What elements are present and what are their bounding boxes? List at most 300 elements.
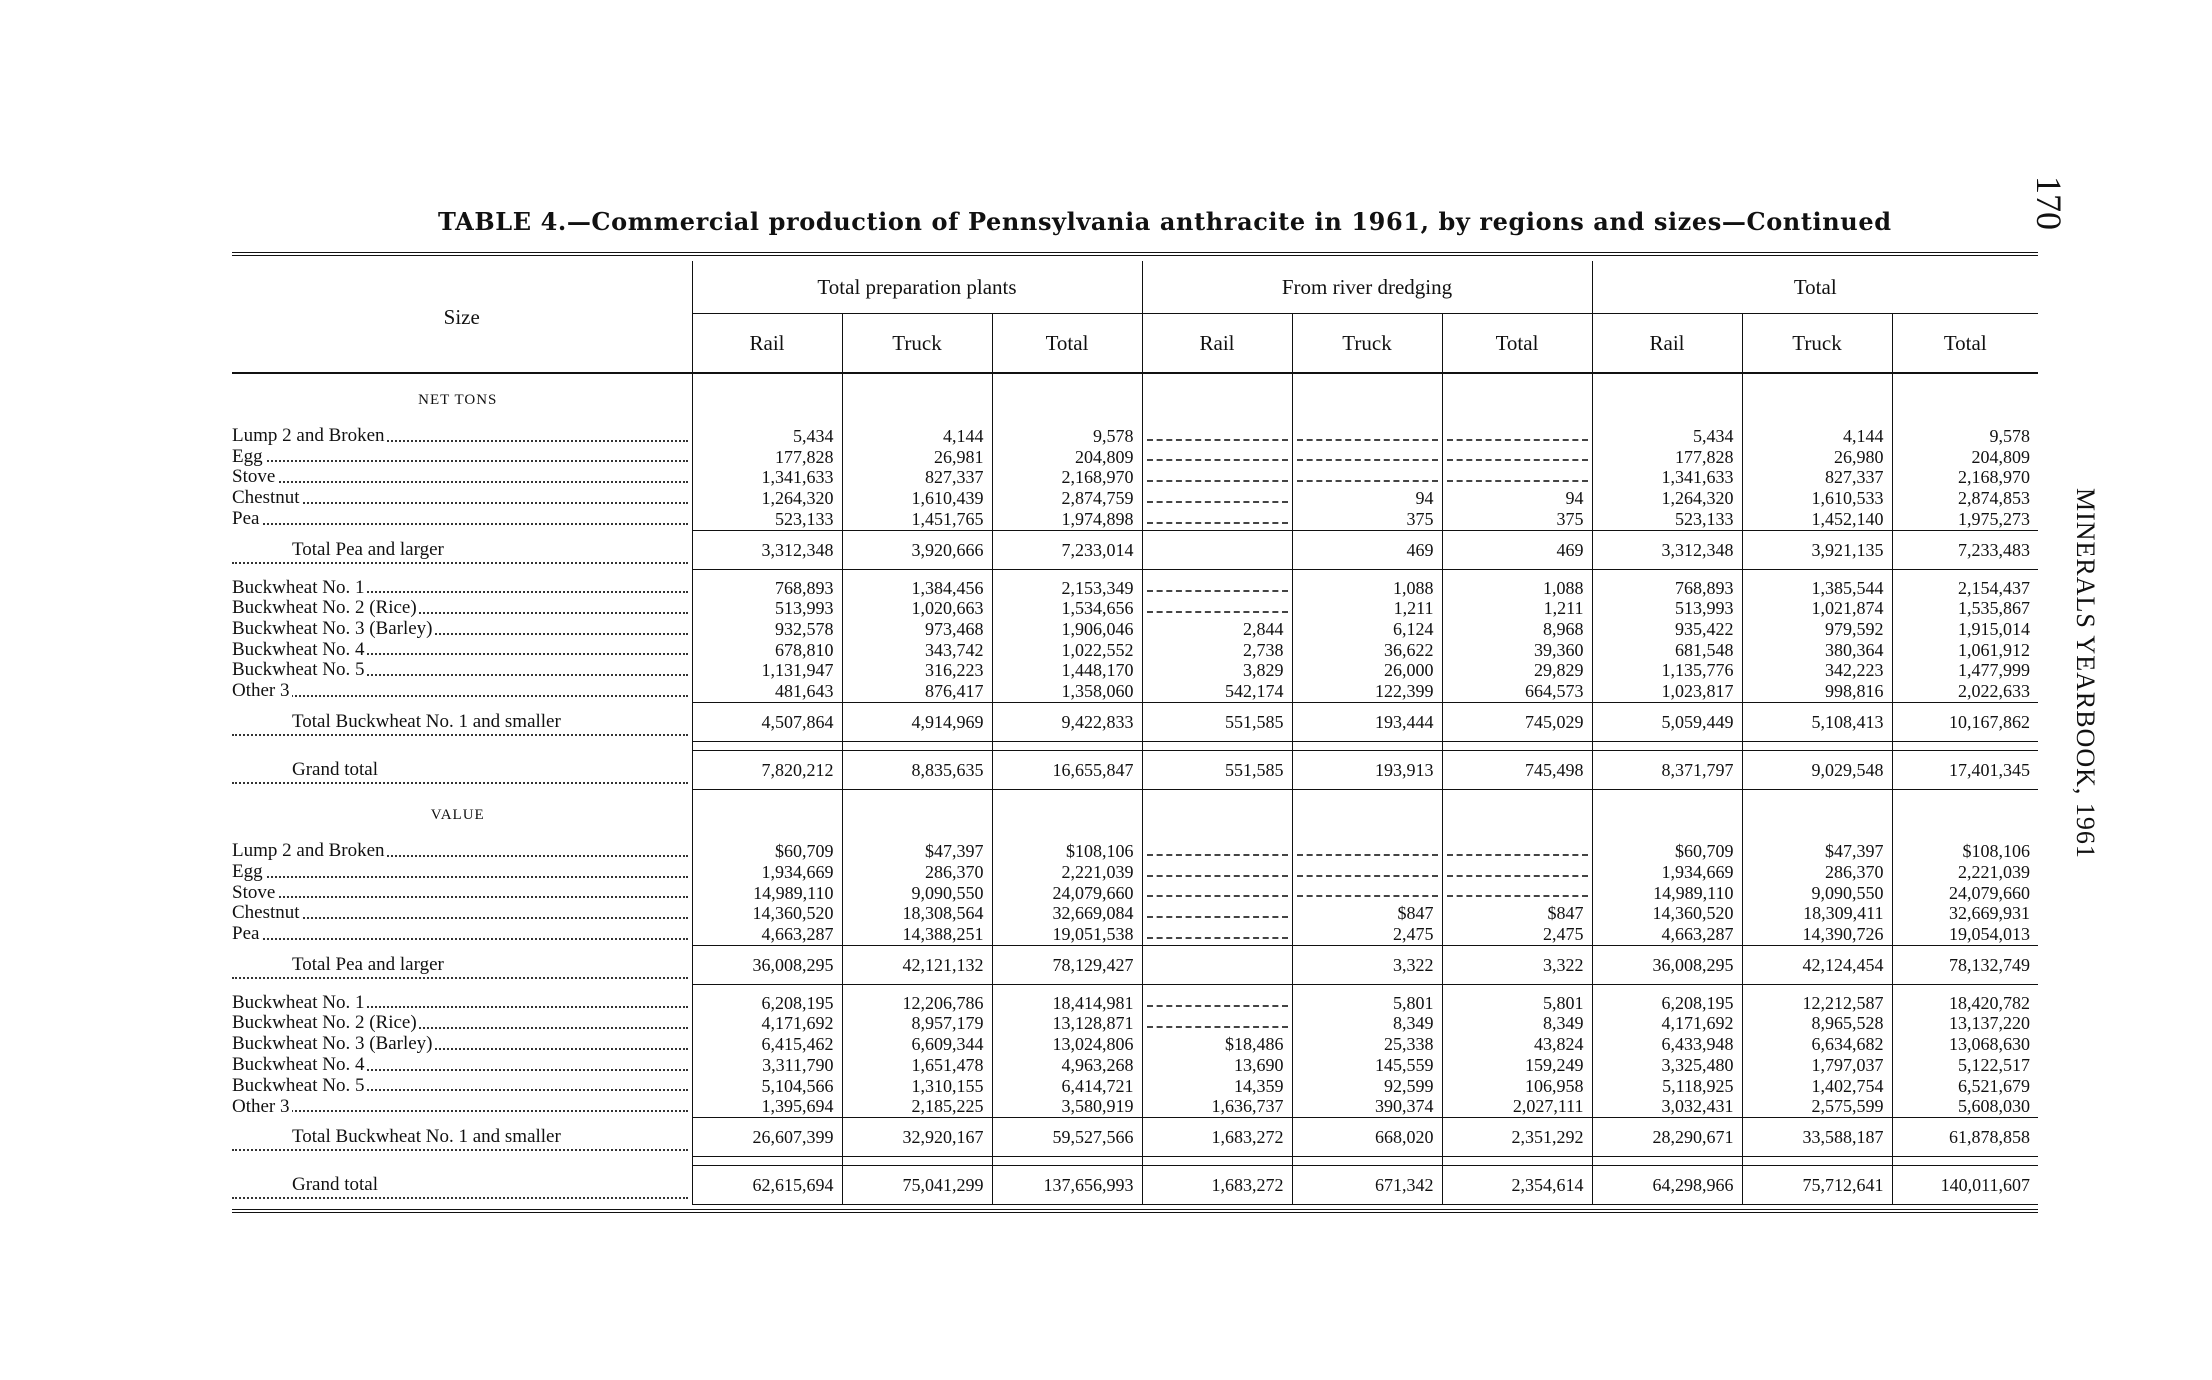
value-cell: 1,020,663 bbox=[842, 598, 992, 619]
spacer bbox=[1442, 373, 1592, 426]
spacer bbox=[1442, 569, 1592, 578]
value-cell: 1,610,439 bbox=[842, 488, 992, 509]
row-label-text: Buckwheat No. 2 (Rice) bbox=[232, 598, 417, 619]
spacer bbox=[1592, 373, 1742, 426]
group-header-dredging: From river dredging bbox=[1142, 261, 1592, 314]
spacer bbox=[1742, 741, 1892, 750]
table-row bbox=[232, 1076, 2038, 1097]
value-cell: 2,022,633 bbox=[1892, 681, 2038, 702]
value-cell: 9,422,833 bbox=[992, 702, 1142, 741]
value-cell: 1,088 bbox=[1292, 578, 1442, 599]
table-row-label bbox=[232, 640, 692, 661]
spacer bbox=[692, 569, 842, 578]
value-cell bbox=[1142, 578, 1292, 599]
value-cell: 6,433,948 bbox=[1592, 1034, 1742, 1055]
section-heading-row bbox=[232, 373, 2038, 426]
value-cell: 78,129,427 bbox=[992, 945, 1142, 984]
value-cell: 469 bbox=[1442, 530, 1592, 569]
row-label-text: Total Buckwheat No. 1 and smaller bbox=[292, 1125, 561, 1147]
value-cell bbox=[1142, 426, 1292, 447]
value-cell bbox=[1292, 426, 1442, 447]
value-cell: 2,221,039 bbox=[1892, 862, 2038, 883]
value-cell: 4,171,692 bbox=[1592, 1013, 1742, 1034]
spacer bbox=[1142, 373, 1292, 426]
sub-header-truck: Truck bbox=[1742, 314, 1892, 374]
value-cell: 42,124,454 bbox=[1742, 945, 1892, 984]
subtotal-row bbox=[232, 1117, 2038, 1156]
table-row-label bbox=[232, 578, 692, 599]
value-cell: 2,354,614 bbox=[1442, 1165, 1592, 1204]
value-cell: 8,835,635 bbox=[842, 750, 992, 789]
value-cell: 26,981 bbox=[842, 447, 992, 468]
spacer bbox=[1892, 569, 2038, 578]
spacer bbox=[1592, 984, 1742, 993]
value-cell: 1,636,737 bbox=[1142, 1096, 1292, 1117]
section-heading-row bbox=[232, 789, 2038, 841]
value-cell: 24,079,660 bbox=[992, 883, 1142, 904]
value-cell: 551,585 bbox=[1142, 750, 1292, 789]
spacer bbox=[1292, 373, 1442, 426]
value-cell: 979,592 bbox=[1742, 619, 1892, 640]
value-cell: 2,475 bbox=[1292, 924, 1442, 945]
value-cell: 390,374 bbox=[1292, 1096, 1442, 1117]
value-cell: 3,311,790 bbox=[692, 1055, 842, 1076]
value-cell: 5,801 bbox=[1442, 993, 1592, 1014]
table-row-label bbox=[232, 1034, 692, 1055]
value-cell: 1,915,014 bbox=[1892, 619, 2038, 640]
row-label-text: Buckwheat No. 5 bbox=[232, 1075, 365, 1096]
value-cell bbox=[1292, 467, 1442, 488]
value-cell: 8,349 bbox=[1292, 1013, 1442, 1034]
value-cell: 12,206,786 bbox=[842, 993, 992, 1014]
value-cell: 8,968 bbox=[1442, 619, 1592, 640]
value-cell: 59,527,566 bbox=[992, 1117, 1142, 1156]
table-body bbox=[232, 373, 2038, 1211]
value-cell: 6,415,462 bbox=[692, 1034, 842, 1055]
table-row-label bbox=[232, 426, 692, 447]
value-cell: 827,337 bbox=[1742, 467, 1892, 488]
value-cell: 62,615,694 bbox=[692, 1165, 842, 1204]
value-cell: 6,124 bbox=[1292, 619, 1442, 640]
sub-header-total: Total bbox=[992, 314, 1142, 374]
value-cell bbox=[1142, 598, 1292, 619]
value-cell bbox=[1442, 841, 1592, 862]
value-cell: 1,264,320 bbox=[692, 488, 842, 509]
table-row bbox=[232, 619, 2038, 640]
value-cell: 5,434 bbox=[1592, 426, 1742, 447]
value-cell: 8,965,528 bbox=[1742, 1013, 1892, 1034]
value-cell: 2,874,759 bbox=[992, 488, 1142, 509]
row-label-text: Lump 2 and Broken bbox=[232, 426, 385, 446]
value-cell bbox=[1442, 447, 1592, 468]
spacer bbox=[992, 1156, 1142, 1165]
value-cell: 3,921,135 bbox=[1742, 530, 1892, 569]
value-cell: 12,212,587 bbox=[1742, 993, 1892, 1014]
value-cell: 6,521,679 bbox=[1892, 1076, 2038, 1097]
value-cell: 193,444 bbox=[1292, 702, 1442, 741]
value-cell: 1,023,817 bbox=[1592, 681, 1742, 702]
value-cell: 2,575,599 bbox=[1742, 1096, 1892, 1117]
value-cell: 140,011,607 bbox=[1892, 1165, 2038, 1204]
value-cell bbox=[1142, 841, 1292, 862]
value-cell: $108,106 bbox=[1892, 841, 2038, 862]
value-cell: 5,122,517 bbox=[1892, 1055, 2038, 1076]
value-cell: 5,801 bbox=[1292, 993, 1442, 1014]
table-row bbox=[232, 578, 2038, 599]
table-row bbox=[232, 1034, 2038, 1055]
spacer bbox=[1892, 373, 2038, 426]
data-table bbox=[232, 252, 2038, 1213]
value-cell: 61,878,858 bbox=[1892, 1117, 2038, 1156]
value-cell: 668,020 bbox=[1292, 1117, 1442, 1156]
spacer bbox=[1142, 741, 1292, 750]
value-cell: 2,221,039 bbox=[992, 862, 1142, 883]
spacer bbox=[1592, 789, 1742, 841]
table-row bbox=[232, 660, 2038, 681]
value-cell: 8,349 bbox=[1442, 1013, 1592, 1034]
table-row-label bbox=[232, 993, 692, 1014]
table-row bbox=[232, 924, 2038, 945]
row-label-text: Stove bbox=[232, 882, 276, 903]
spacer-row bbox=[232, 1156, 2038, 1165]
table-row bbox=[232, 488, 2038, 509]
value-cell: 4,914,969 bbox=[842, 702, 992, 741]
row-label-text: Buckwheat No. 3 (Barley) bbox=[232, 618, 433, 639]
value-cell: 1,395,694 bbox=[692, 1096, 842, 1117]
value-cell: 542,174 bbox=[1142, 681, 1292, 702]
value-cell: $847 bbox=[1292, 903, 1442, 924]
table-row bbox=[232, 841, 2038, 862]
value-cell: 94 bbox=[1442, 488, 1592, 509]
subtotal-row-label bbox=[232, 702, 692, 741]
value-cell: 75,041,299 bbox=[842, 1165, 992, 1204]
value-cell: 3,580,919 bbox=[992, 1096, 1142, 1117]
value-cell: 13,137,220 bbox=[1892, 1013, 2038, 1034]
spacer bbox=[992, 373, 1142, 426]
value-cell: 14,989,110 bbox=[1592, 883, 1742, 904]
value-cell: 7,233,483 bbox=[1892, 530, 2038, 569]
sub-header-truck: Truck bbox=[1292, 314, 1442, 374]
value-cell: 469 bbox=[1292, 530, 1442, 569]
table-row bbox=[232, 598, 2038, 619]
value-cell: 1,358,060 bbox=[992, 681, 1142, 702]
row-label-text: Other 3 bbox=[232, 681, 290, 702]
value-cell: 5,104,566 bbox=[692, 1076, 842, 1097]
spacer bbox=[1292, 741, 1442, 750]
value-cell bbox=[1292, 883, 1442, 904]
value-cell bbox=[1142, 862, 1292, 883]
value-cell: 375 bbox=[1442, 509, 1592, 530]
value-cell: 78,132,749 bbox=[1892, 945, 2038, 984]
spacer bbox=[1592, 569, 1742, 578]
spacer bbox=[1142, 789, 1292, 841]
subtotal-row-label bbox=[232, 1117, 692, 1156]
running-head: MINERALS YEARBOOK, 1961 bbox=[2071, 488, 2100, 859]
table-row-label bbox=[232, 1013, 692, 1034]
value-cell: 14,388,251 bbox=[842, 924, 992, 945]
row-label-text: Buckwheat No. 3 (Barley) bbox=[232, 1034, 433, 1055]
value-cell: 19,054,013 bbox=[1892, 924, 2038, 945]
spacer bbox=[1742, 569, 1892, 578]
spacer bbox=[1742, 789, 1892, 841]
value-cell: 2,153,349 bbox=[992, 578, 1142, 599]
row-label-text: Buckwheat No. 1 bbox=[232, 992, 365, 1013]
value-cell: 1,535,867 bbox=[1892, 598, 2038, 619]
value-cell: 4,663,287 bbox=[1592, 924, 1742, 945]
spacer bbox=[1442, 984, 1592, 993]
value-cell: 4,507,864 bbox=[692, 702, 842, 741]
value-cell: 375 bbox=[1292, 509, 1442, 530]
grand-total-row-label bbox=[232, 1165, 692, 1204]
bottom-rule bbox=[232, 1204, 2038, 1211]
spacer bbox=[692, 1156, 842, 1165]
value-cell: 935,422 bbox=[1592, 619, 1742, 640]
col-header-size: Size bbox=[232, 261, 692, 373]
table-row-label bbox=[232, 598, 692, 619]
value-cell: 5,608,030 bbox=[1892, 1096, 2038, 1117]
value-cell: 1,452,140 bbox=[1742, 509, 1892, 530]
spacer bbox=[1742, 373, 1892, 426]
row-label-text: Buckwheat No. 4 bbox=[232, 639, 365, 660]
value-cell: $47,397 bbox=[842, 841, 992, 862]
value-cell: 106,958 bbox=[1442, 1076, 1592, 1097]
value-cell: 32,669,084 bbox=[992, 903, 1142, 924]
spacer bbox=[692, 741, 842, 750]
spacer bbox=[692, 789, 842, 841]
table-row bbox=[232, 509, 2038, 530]
value-cell: 3,322 bbox=[1292, 945, 1442, 984]
value-cell: 159,249 bbox=[1442, 1055, 1592, 1076]
value-cell: 932,578 bbox=[692, 619, 842, 640]
value-cell: 1,797,037 bbox=[1742, 1055, 1892, 1076]
value-cell: 523,133 bbox=[692, 509, 842, 530]
row-label-text: Lump 2 and Broken bbox=[232, 841, 385, 862]
row-label-text: Egg bbox=[232, 861, 263, 882]
table-row-label bbox=[232, 883, 692, 904]
value-cell bbox=[1292, 841, 1442, 862]
row-label-text: Chestnut bbox=[232, 903, 300, 924]
value-cell: 1,310,155 bbox=[842, 1076, 992, 1097]
value-cell: 1,088 bbox=[1442, 578, 1592, 599]
value-cell: 1,021,874 bbox=[1742, 598, 1892, 619]
row-label-text: Grand total bbox=[292, 1173, 379, 1195]
spacer bbox=[842, 789, 992, 841]
value-cell: 1,651,478 bbox=[842, 1055, 992, 1076]
table-row-label bbox=[232, 1076, 692, 1097]
value-cell bbox=[1142, 903, 1292, 924]
value-cell: 4,963,268 bbox=[992, 1055, 1142, 1076]
row-label-text: Total Buckwheat No. 1 and smaller bbox=[292, 710, 561, 732]
value-cell: 24,079,660 bbox=[1892, 883, 2038, 904]
value-cell: 7,233,014 bbox=[992, 530, 1142, 569]
value-cell: 14,390,726 bbox=[1742, 924, 1892, 945]
value-cell: 1,211 bbox=[1442, 598, 1592, 619]
table-row-label bbox=[232, 681, 692, 702]
table-row bbox=[232, 426, 2038, 447]
grand-total-row-label bbox=[232, 750, 692, 789]
value-cell: 551,585 bbox=[1142, 702, 1292, 741]
spacer bbox=[1142, 569, 1292, 578]
value-cell: $60,709 bbox=[1592, 841, 1742, 862]
value-cell: 177,828 bbox=[1592, 447, 1742, 468]
value-cell: 286,370 bbox=[1742, 862, 1892, 883]
value-cell: $60,709 bbox=[692, 841, 842, 862]
table-row bbox=[232, 862, 2038, 883]
spacer bbox=[842, 1156, 992, 1165]
value-cell: 145,559 bbox=[1292, 1055, 1442, 1076]
value-cell: 14,989,110 bbox=[692, 883, 842, 904]
value-cell: 122,399 bbox=[1292, 681, 1442, 702]
value-cell: 18,309,411 bbox=[1742, 903, 1892, 924]
value-cell: 28,290,671 bbox=[1592, 1117, 1742, 1156]
value-cell: 1,211 bbox=[1292, 598, 1442, 619]
value-cell: 827,337 bbox=[842, 467, 992, 488]
value-cell: 36,008,295 bbox=[692, 945, 842, 984]
spacer bbox=[842, 984, 992, 993]
value-cell: 94 bbox=[1292, 488, 1442, 509]
spacer-row bbox=[232, 741, 2038, 750]
value-cell: 43,824 bbox=[1442, 1034, 1592, 1055]
value-cell: 18,308,564 bbox=[842, 903, 992, 924]
value-cell bbox=[1442, 883, 1592, 904]
value-cell: 5,118,925 bbox=[1592, 1076, 1742, 1097]
value-cell: 316,223 bbox=[842, 660, 992, 681]
value-cell: 678,810 bbox=[692, 640, 842, 661]
sub-header-rail: Rail bbox=[692, 314, 842, 374]
value-cell: 16,655,847 bbox=[992, 750, 1142, 789]
spacer bbox=[1442, 789, 1592, 841]
value-cell bbox=[1142, 924, 1292, 945]
value-cell: 177,828 bbox=[692, 447, 842, 468]
subtotal-row-label bbox=[232, 945, 692, 984]
spacer bbox=[692, 984, 842, 993]
spacer bbox=[1592, 741, 1742, 750]
value-cell: 193,913 bbox=[1292, 750, 1442, 789]
value-cell: 5,059,449 bbox=[1592, 702, 1742, 741]
grand-total-row bbox=[232, 750, 2038, 789]
value-cell: 18,414,981 bbox=[992, 993, 1142, 1014]
table-row-label bbox=[232, 903, 692, 924]
subtotal-row-label bbox=[232, 530, 692, 569]
value-cell: 14,360,520 bbox=[1592, 903, 1742, 924]
sub-header-rail: Rail bbox=[1592, 314, 1742, 374]
bottom-rule-cell bbox=[232, 1204, 2038, 1211]
value-cell: 3,920,666 bbox=[842, 530, 992, 569]
spacer bbox=[1292, 984, 1442, 993]
grand-total-row bbox=[232, 1165, 2038, 1204]
value-cell: 13,128,871 bbox=[992, 1013, 1142, 1034]
spacer bbox=[1892, 984, 2038, 993]
value-cell bbox=[1142, 1013, 1292, 1034]
table-title: TABLE 4.—Commercial production of Pennsylvania anthracite in 1961, by regions and sizes—Continued bbox=[438, 207, 1892, 236]
value-cell: 4,663,287 bbox=[692, 924, 842, 945]
value-cell: 4,144 bbox=[1742, 426, 1892, 447]
value-cell: 4,171,692 bbox=[692, 1013, 842, 1034]
row-label-text: Total Pea and larger bbox=[292, 538, 444, 560]
value-cell: 8,371,797 bbox=[1592, 750, 1742, 789]
table-row-label bbox=[232, 488, 692, 509]
sub-header-truck: Truck bbox=[842, 314, 992, 374]
value-cell: 9,578 bbox=[1892, 426, 2038, 447]
value-cell: 745,029 bbox=[1442, 702, 1592, 741]
spacer bbox=[1592, 1156, 1742, 1165]
value-cell: 2,168,970 bbox=[1892, 467, 2038, 488]
spacer bbox=[992, 569, 1142, 578]
value-cell: 513,993 bbox=[692, 598, 842, 619]
value-cell: 998,816 bbox=[1742, 681, 1892, 702]
spacer bbox=[1292, 1156, 1442, 1165]
table-row bbox=[232, 1055, 2038, 1076]
value-cell: 13,068,630 bbox=[1892, 1034, 2038, 1055]
spacer bbox=[1892, 741, 2038, 750]
group-header-preparation: Total preparation plants bbox=[692, 261, 1142, 314]
value-cell: 1,341,633 bbox=[1592, 467, 1742, 488]
value-cell: 10,167,862 bbox=[1892, 702, 2038, 741]
table-row bbox=[232, 993, 2038, 1014]
spacer bbox=[1742, 984, 1892, 993]
value-cell bbox=[1442, 862, 1592, 883]
value-cell: 1,683,272 bbox=[1142, 1117, 1292, 1156]
value-cell: 4,144 bbox=[842, 426, 992, 447]
spacer bbox=[692, 373, 842, 426]
value-cell: 1,451,765 bbox=[842, 509, 992, 530]
value-cell: 13,024,806 bbox=[992, 1034, 1142, 1055]
sub-header-rail: Rail bbox=[1142, 314, 1292, 374]
spacer bbox=[232, 1156, 692, 1165]
section-heading: NET TONS bbox=[418, 392, 498, 408]
spacer-row bbox=[232, 569, 2038, 578]
table-row-label bbox=[232, 862, 692, 883]
table-row-label bbox=[232, 467, 692, 488]
row-label-text: Egg bbox=[232, 446, 263, 467]
value-cell: 768,893 bbox=[692, 578, 842, 599]
value-cell: 1,906,046 bbox=[992, 619, 1142, 640]
value-cell: 342,223 bbox=[1742, 660, 1892, 681]
subtotal-row bbox=[232, 530, 2038, 569]
spacer bbox=[232, 569, 692, 578]
group-header-total: Total bbox=[1592, 261, 2038, 314]
value-cell: 1,534,656 bbox=[992, 598, 1142, 619]
row-label-text: Buckwheat No. 2 (Rice) bbox=[232, 1013, 417, 1034]
value-cell: 481,643 bbox=[692, 681, 842, 702]
value-cell: 5,434 bbox=[692, 426, 842, 447]
value-cell: 2,154,437 bbox=[1892, 578, 2038, 599]
value-cell: 75,712,641 bbox=[1742, 1165, 1892, 1204]
value-cell: $47,397 bbox=[1742, 841, 1892, 862]
value-cell: 2,168,970 bbox=[992, 467, 1142, 488]
value-cell: 3,032,431 bbox=[1592, 1096, 1742, 1117]
row-label-text: Buckwheat No. 5 bbox=[232, 660, 365, 681]
table-row-label bbox=[232, 1055, 692, 1076]
value-cell bbox=[1142, 530, 1292, 569]
value-cell: 1,477,999 bbox=[1892, 660, 2038, 681]
table-row bbox=[232, 1096, 2038, 1117]
value-cell: 6,634,682 bbox=[1742, 1034, 1892, 1055]
value-cell: 36,008,295 bbox=[1592, 945, 1742, 984]
value-cell: 1,264,320 bbox=[1592, 488, 1742, 509]
value-cell: $847 bbox=[1442, 903, 1592, 924]
sub-header-total: Total bbox=[1442, 314, 1592, 374]
value-cell: 7,820,212 bbox=[692, 750, 842, 789]
value-cell: 768,893 bbox=[1592, 578, 1742, 599]
value-cell: 64,298,966 bbox=[1592, 1165, 1742, 1204]
table-row-label bbox=[232, 509, 692, 530]
table-row bbox=[232, 447, 2038, 468]
value-cell: 17,401,345 bbox=[1892, 750, 2038, 789]
spacer bbox=[1142, 984, 1292, 993]
value-cell: 2,874,853 bbox=[1892, 488, 2038, 509]
value-cell: 745,498 bbox=[1442, 750, 1592, 789]
